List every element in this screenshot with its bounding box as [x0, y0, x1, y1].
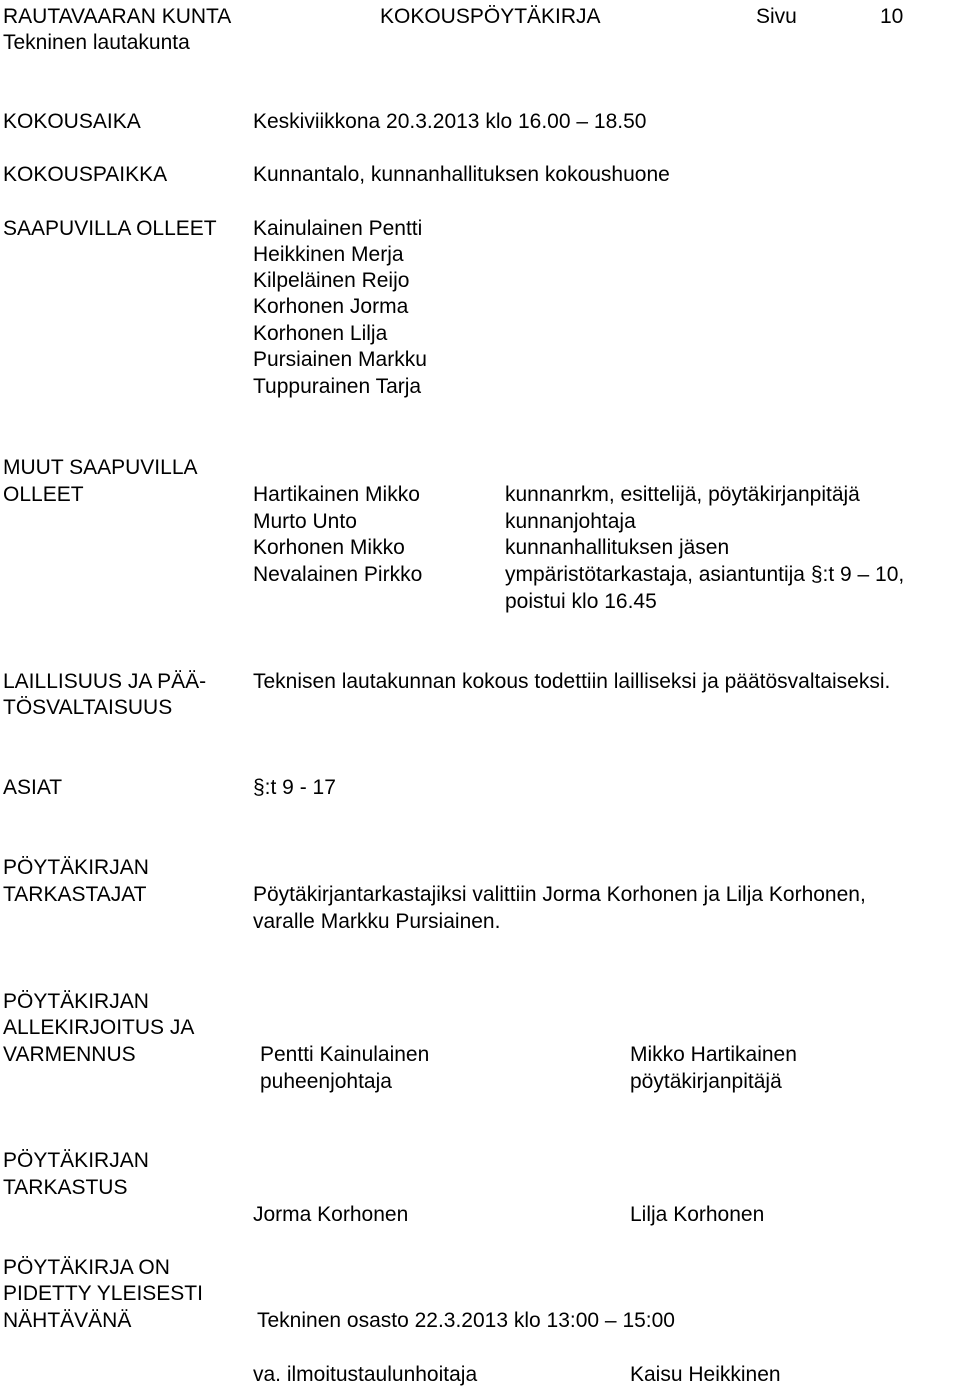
inspector-2-name: Lilja Korhonen [630, 1203, 765, 1226]
attendee-name: Kilpeläinen Reijo [253, 269, 410, 292]
other-attendee-name: Korhonen Mikko [253, 536, 405, 559]
public-display-label-line2: PIDETTY YLEISESTI [3, 1282, 203, 1305]
attendee-name: Pursiainen Markku [253, 348, 427, 371]
public-display-label-line3: NÄHTÄVÄNÄ [3, 1309, 132, 1332]
document-type: KOKOUSPÖYTÄKIRJA [380, 5, 601, 28]
notice-board-person: Kaisu Heikkinen [630, 1363, 781, 1386]
meeting-time-value: Keskiviikkona 20.3.2013 klo 16.00 – 18.50 [253, 110, 647, 133]
attendee-name: Kainulainen Pentti [253, 217, 423, 240]
matters-label: ASIAT [3, 776, 63, 799]
page-number: 10 [880, 5, 904, 28]
committee-name: Tekninen lautakunta [3, 31, 190, 54]
other-attendee-role: kunnanrkm, esittelijä, pöytäkirjanpitäjä [505, 483, 860, 506]
other-attendee-role: kunnanjohtaja [505, 510, 636, 533]
meeting-place-value: Kunnantalo, kunnanhallituksen kokoushuone [253, 163, 670, 186]
attendee-name: Tuppurainen Tarja [253, 375, 422, 398]
inspector-1-name: Jorma Korhonen [253, 1203, 409, 1226]
public-display-label-line1: PÖYTÄKIRJA ON [3, 1256, 170, 1279]
inspectors-label-line2: TARKASTAJAT [3, 883, 147, 906]
secretary-name: Mikko Hartikainen [630, 1043, 797, 1066]
chair-name: Pentti Kainulainen [260, 1043, 430, 1066]
inspectors-text-line1: Pöytäkirjantarkastajiksi valittiin Jorma Korhonen ja Lilja Korhonen, [253, 883, 866, 906]
secretary-title: pöytäkirjanpitäjä [630, 1070, 782, 1093]
notice-board-role: va. ilmoitustaulunhoitaja [253, 1363, 478, 1386]
inspectors-label-line1: PÖYTÄKIRJAN [3, 856, 149, 879]
inspection-label-line1: PÖYTÄKIRJAN [3, 1149, 149, 1172]
inspectors-text-line2: varalle Markku Pursiainen. [253, 910, 501, 933]
municipality-name: RAUTAVAARAN KUNTA [3, 5, 232, 28]
attendee-name: Heikkinen Merja [253, 243, 404, 266]
other-attendee-name: Murto Unto [253, 510, 357, 533]
other-attendee-name: Nevalainen Pirkko [253, 563, 423, 586]
signature-label-line2: ALLEKIRJOITUS JA [3, 1016, 195, 1039]
legality-label-line1: LAILLISUUS JA PÄÄ- [3, 670, 207, 693]
legality-text: Teknisen lautakunnan kokous todettiin lailliseksi ja päätösvaltaiseksi. [253, 670, 891, 693]
signature-label-line3: VARMENNUS [3, 1043, 136, 1066]
other-attendees-label-line2: OLLEET [3, 483, 84, 506]
inspection-label-line2: TARKASTUS [3, 1176, 128, 1199]
legality-label-line2: TÖSVALTAISUUS [3, 696, 173, 719]
meeting-place-label: KOKOUSPAIKKA [3, 163, 168, 186]
attendees-label: SAAPUVILLA OLLEET [3, 217, 217, 240]
meeting-time-label: KOKOUSAIKA [3, 110, 141, 133]
attendee-name: Korhonen Lilja [253, 322, 388, 345]
other-attendee-role: ympäristötarkastaja, asiantuntija §:t 9 – 10, [505, 563, 905, 586]
other-attendee-role-continuation: poistui klo 16.45 [505, 590, 657, 613]
other-attendee-name: Hartikainen Mikko [253, 483, 420, 506]
public-display-value: Tekninen osasto 22.3.2013 klo 13:00 – 15:00 [257, 1309, 675, 1332]
matters-value: §:t 9 - 17 [253, 776, 336, 799]
signature-label-line1: PÖYTÄKIRJAN [3, 990, 149, 1013]
page-label: Sivu [756, 5, 797, 28]
attendee-name: Korhonen Jorma [253, 295, 409, 318]
chair-title: puheenjohtaja [260, 1070, 392, 1093]
other-attendee-role: kunnanhallituksen jäsen [505, 536, 730, 559]
other-attendees-label-line1: MUUT SAAPUVILLA [3, 456, 198, 479]
